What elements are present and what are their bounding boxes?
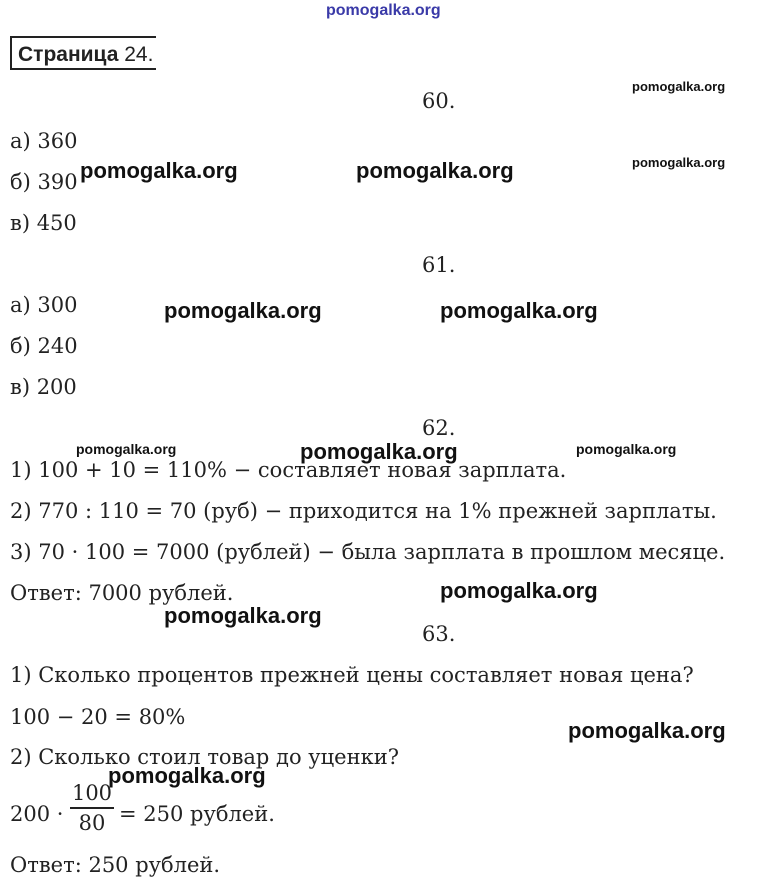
task-61-answer-a: а) 300: [10, 293, 78, 317]
site-watermark-top: pomogalka.org: [326, 2, 441, 19]
task-62-step-1: 1) 100 + 10 = 110% − составляет новая зарплата.: [10, 458, 567, 482]
fraction-bar: [70, 807, 114, 809]
task-62-number: 62.: [422, 416, 456, 440]
page-title: [10, 36, 156, 70]
watermark: pomogalka.org: [440, 298, 598, 323]
watermark: pomogalka.org: [80, 158, 238, 183]
task-63-question-2: 2) Сколько стоил товар до уценки?: [10, 745, 399, 769]
watermark: pomogalka.org: [164, 603, 322, 628]
watermark: pomogalka.org: [76, 441, 177, 457]
task-63-calc-1: 100 − 20 = 80%: [10, 705, 186, 729]
task-63-answer: Ответ: 250 рублей.: [10, 853, 221, 877]
task-61-number: 61.: [422, 253, 456, 277]
task-62-step-3: 3) 70 · 100 = 7000 (рублей) − была зарплата в прошлом месяце.: [10, 540, 726, 564]
task-63-expr-left: 200 ·: [10, 802, 64, 826]
fraction-denominator: 80: [78, 811, 106, 835]
task-62-step-2: 2) 770 : 110 = 70 (руб) − приходится на 1% прежней зарплаты.: [10, 499, 717, 523]
task-60-answer-b: б) 390: [10, 170, 78, 194]
task-63-expr-right: = 250 рублей.: [119, 802, 275, 826]
page-title-label: Страница: [18, 43, 119, 66]
watermark: pomogalka.org: [108, 763, 266, 788]
task-63-number: 63.: [422, 622, 456, 646]
task-60-answer-a: а) 360: [10, 129, 78, 153]
task-60-answer-c: в) 450: [10, 211, 77, 235]
watermark: pomogalka.org: [356, 158, 514, 183]
watermark: pomogalka.org: [632, 155, 726, 170]
watermark: pomogalka.org: [568, 718, 726, 743]
task-62-answer: Ответ: 7000 рублей.: [10, 581, 234, 605]
watermark: pomogalka.org: [300, 439, 458, 464]
task-61-answer-c: в) 200: [10, 375, 77, 399]
task-61-answer-b: б) 240: [10, 334, 78, 358]
page-number: 24.: [124, 43, 154, 66]
watermark: pomogalka.org: [632, 79, 726, 94]
watermark: pomogalka.org: [440, 578, 598, 603]
task-60-number: 60.: [422, 89, 456, 113]
task-63-question-1: 1) Сколько процентов прежней цены составляет новая цена?: [10, 663, 694, 687]
watermark: pomogalka.org: [164, 298, 322, 323]
watermark: pomogalka.org: [576, 441, 677, 457]
fraction-numerator: 100: [71, 781, 113, 805]
